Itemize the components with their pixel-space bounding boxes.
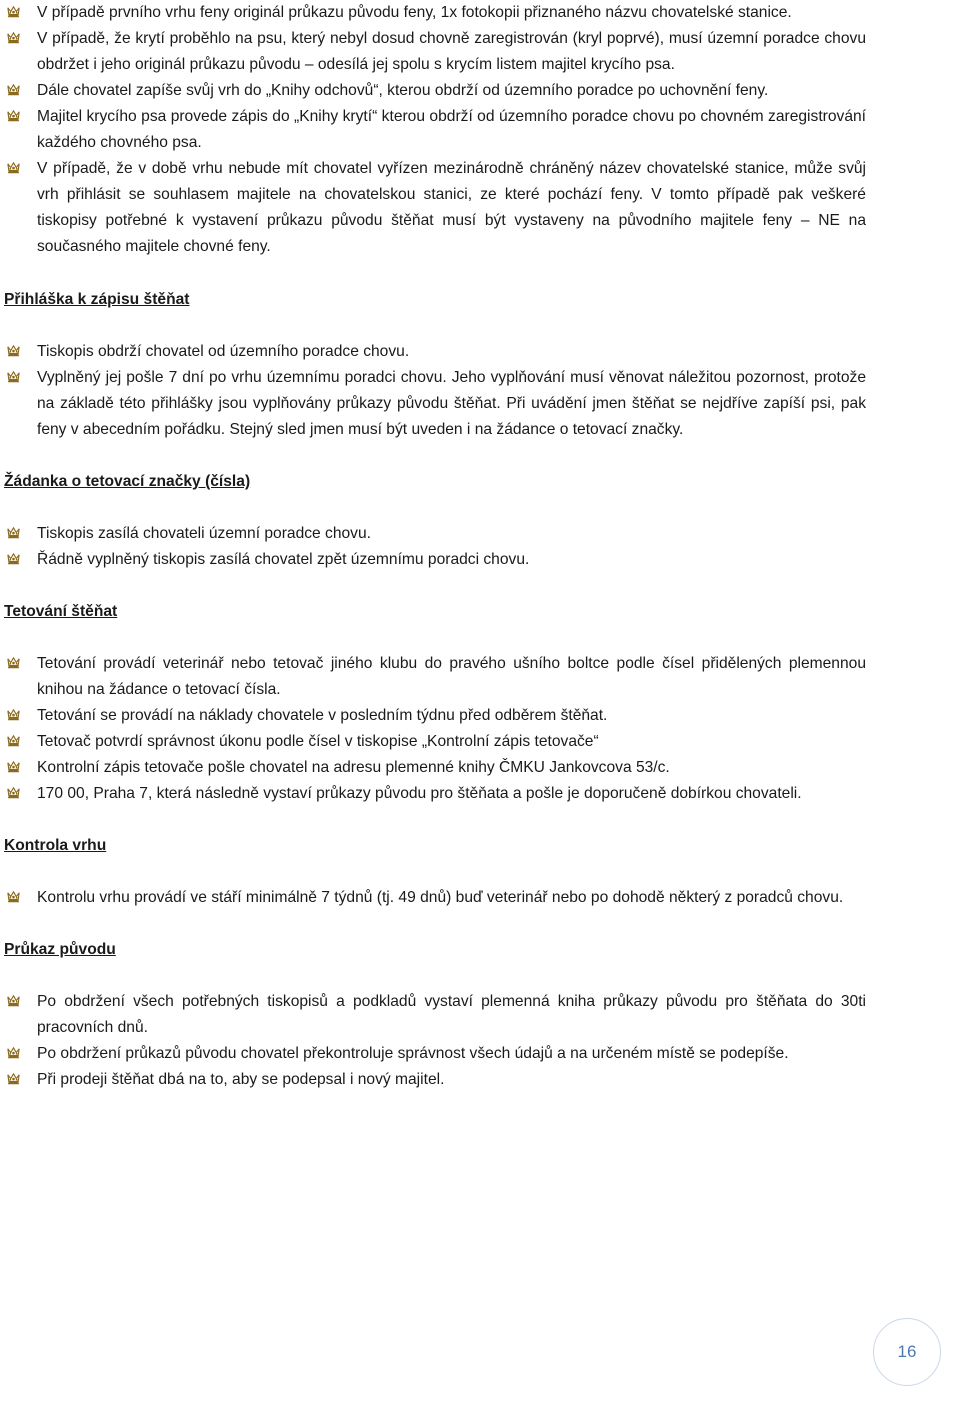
ornamental-bullet-icon — [6, 890, 21, 905]
list-item — [4, 521, 866, 547]
section-heading: Průkaz původu — [4, 941, 116, 958]
ornamental-bullet-icon — [6, 734, 21, 749]
list-item-text: Tetování se provádí na náklady chovatele v posledním týdnu před odběrem štěňat. — [37, 707, 608, 724]
section-heading: Kontrola vrhu — [4, 837, 107, 854]
list-item — [4, 989, 866, 1041]
section-list — [4, 885, 866, 911]
list-item-text: V případě, že v době vrhu nebude mít chovatel vyřízen mezinárodně chráněný název chovatelské stanice, může svůj vrh přihlásit se souhlasem majitele na chovatelskou stanici, ze které pochází feny. V tomto případě pak veškeré tiskopisy potřebné k vystavení průkazu původu štěňat musí být vystaveny na původního majitele feny – NE na současného majitele chovné feny. — [37, 160, 866, 255]
section-list — [4, 339, 866, 443]
list-item-text: Při prodeji štěňat dbá na to, aby se podepsal i nový majitel. — [37, 1071, 445, 1088]
list-item-text: Vyplněný jej pošle 7 dní po vrhu územnímu poradci chovu. Jeho vyplňování musí věnovat náležitou pozornost, protože na základě této přihlášky jsou vyplňovány průkazy původu štěňat. Při uvádění jmen štěňat se nejdříve zapíší psi, pak feny v abecedním pořádku. Stejný sled jmen musí být uveden i na žádance o tetovací značky. — [37, 369, 866, 438]
list-item-text: Po obdržení všech potřebných tiskopisů a podkladů vystaví plemenná kniha průkazy původu pro štěňata do 30ti pracovních dnů. — [37, 993, 866, 1036]
sections-container — [4, 287, 866, 1093]
ornamental-bullet-icon — [6, 161, 21, 176]
list-item — [4, 339, 866, 365]
list-item — [4, 365, 866, 443]
page-number: 16 — [873, 1318, 941, 1386]
list-item-text: Tiskopis obdrží chovatel od územního poradce chovu. — [37, 343, 410, 360]
ornamental-bullet-icon — [6, 552, 21, 567]
ornamental-bullet-icon — [6, 708, 21, 723]
ornamental-bullet-icon — [6, 760, 21, 775]
list-item-text: 170 00, Praha 7, která následně vystaví průkazy původu pro štěňata a pošle je doporučeně dobírkou chovateli. — [37, 785, 802, 802]
ornamental-bullet-icon — [6, 344, 21, 359]
section-heading: Žádanka o tetovací značky (čísla) — [4, 473, 251, 490]
list-item-text: Kontrolní zápis tetovače pošle chovatel na adresu plemenné knihy ČMKU Jankovcova 53/c. — [37, 759, 670, 776]
ornamental-bullet-icon — [6, 1046, 21, 1061]
list-item-text: Dále chovatel zapíše svůj vrh do „Knihy odchovů“, kterou obdrží od územního poradce po uchovnění feny. — [37, 82, 769, 99]
list-item — [4, 104, 866, 156]
list-item — [4, 156, 866, 260]
ornamental-bullet-icon — [6, 786, 21, 801]
list-item-text: Tetování provádí veterinář nebo tetovač jiného klubu do pravého ušního boltce podle čísel přidělených plemennou knihou na žádance o tetovací čísla. — [37, 655, 866, 698]
list-item-text: Tetovač potvrdí správnost úkonu podle čísel v tiskopise „Kontrolní zápis tetovače“ — [37, 733, 599, 750]
ornamental-bullet-icon — [6, 656, 21, 671]
list-item-text: V případě prvního vrhu feny originál průkazu původu feny, 1x fotokopii přiznaného názvu chovatelské stanice. — [37, 4, 792, 21]
list-item — [4, 1041, 866, 1067]
list-item-text: Po obdržení průkazů původu chovatel překontroluje správnost všech údajů a na určeném místě se podepíše. — [37, 1045, 789, 1062]
ornamental-bullet-icon — [6, 83, 21, 98]
ornamental-bullet-icon — [6, 370, 21, 385]
list-item — [4, 26, 866, 78]
list-item — [4, 547, 866, 573]
list-item — [4, 729, 866, 755]
list-item-text: Tiskopis zasílá chovateli územní poradce chovu. — [37, 525, 371, 542]
ornamental-bullet-icon — [6, 109, 21, 124]
list-item-text: V případě, že krytí proběhlo na psu, který nebyl dosud chovně zaregistrován (kryl poprvé), musí územní poradce chovu obdržet i jeho originál průkazu původu – odesílá jej spolu s krycím listem majitel krycího psa. — [37, 30, 866, 73]
list-item-text: Kontrolu vrhu provádí ve stáří minimálně 7 týdnů (tj. 49 dnů) buď veterinář nebo po dohodě některý z poradců chovu. — [37, 889, 844, 906]
list-item — [4, 0, 866, 26]
section-heading: Tetování štěňat — [4, 603, 118, 620]
section-list — [4, 989, 866, 1093]
ornamental-bullet-icon — [6, 526, 21, 541]
list-item — [4, 755, 866, 781]
ornamental-bullet-icon — [6, 1072, 21, 1087]
ornamental-bullet-icon — [6, 994, 21, 1009]
list-item — [4, 885, 866, 911]
section-heading: Přihláška k zápisu štěňat — [4, 291, 190, 308]
list-item-text: Řádně vyplněný tiskopis zasílá chovatel zpět územnímu poradci chovu. — [37, 551, 530, 568]
ornamental-bullet-icon — [6, 5, 21, 20]
list-item — [4, 78, 866, 104]
intro-list — [4, 0, 866, 260]
ornamental-bullet-icon — [6, 31, 21, 46]
list-item-text: Majitel krycího psa provede zápis do „Knihy krytí“ kterou obdrží od územního poradce chovu po chovném zaregistrování každého chovného psa. — [37, 108, 866, 151]
section-list — [4, 521, 866, 573]
list-item — [4, 703, 866, 729]
section-list — [4, 651, 866, 807]
list-item — [4, 1067, 866, 1093]
list-item — [4, 651, 866, 703]
list-item — [4, 781, 866, 807]
